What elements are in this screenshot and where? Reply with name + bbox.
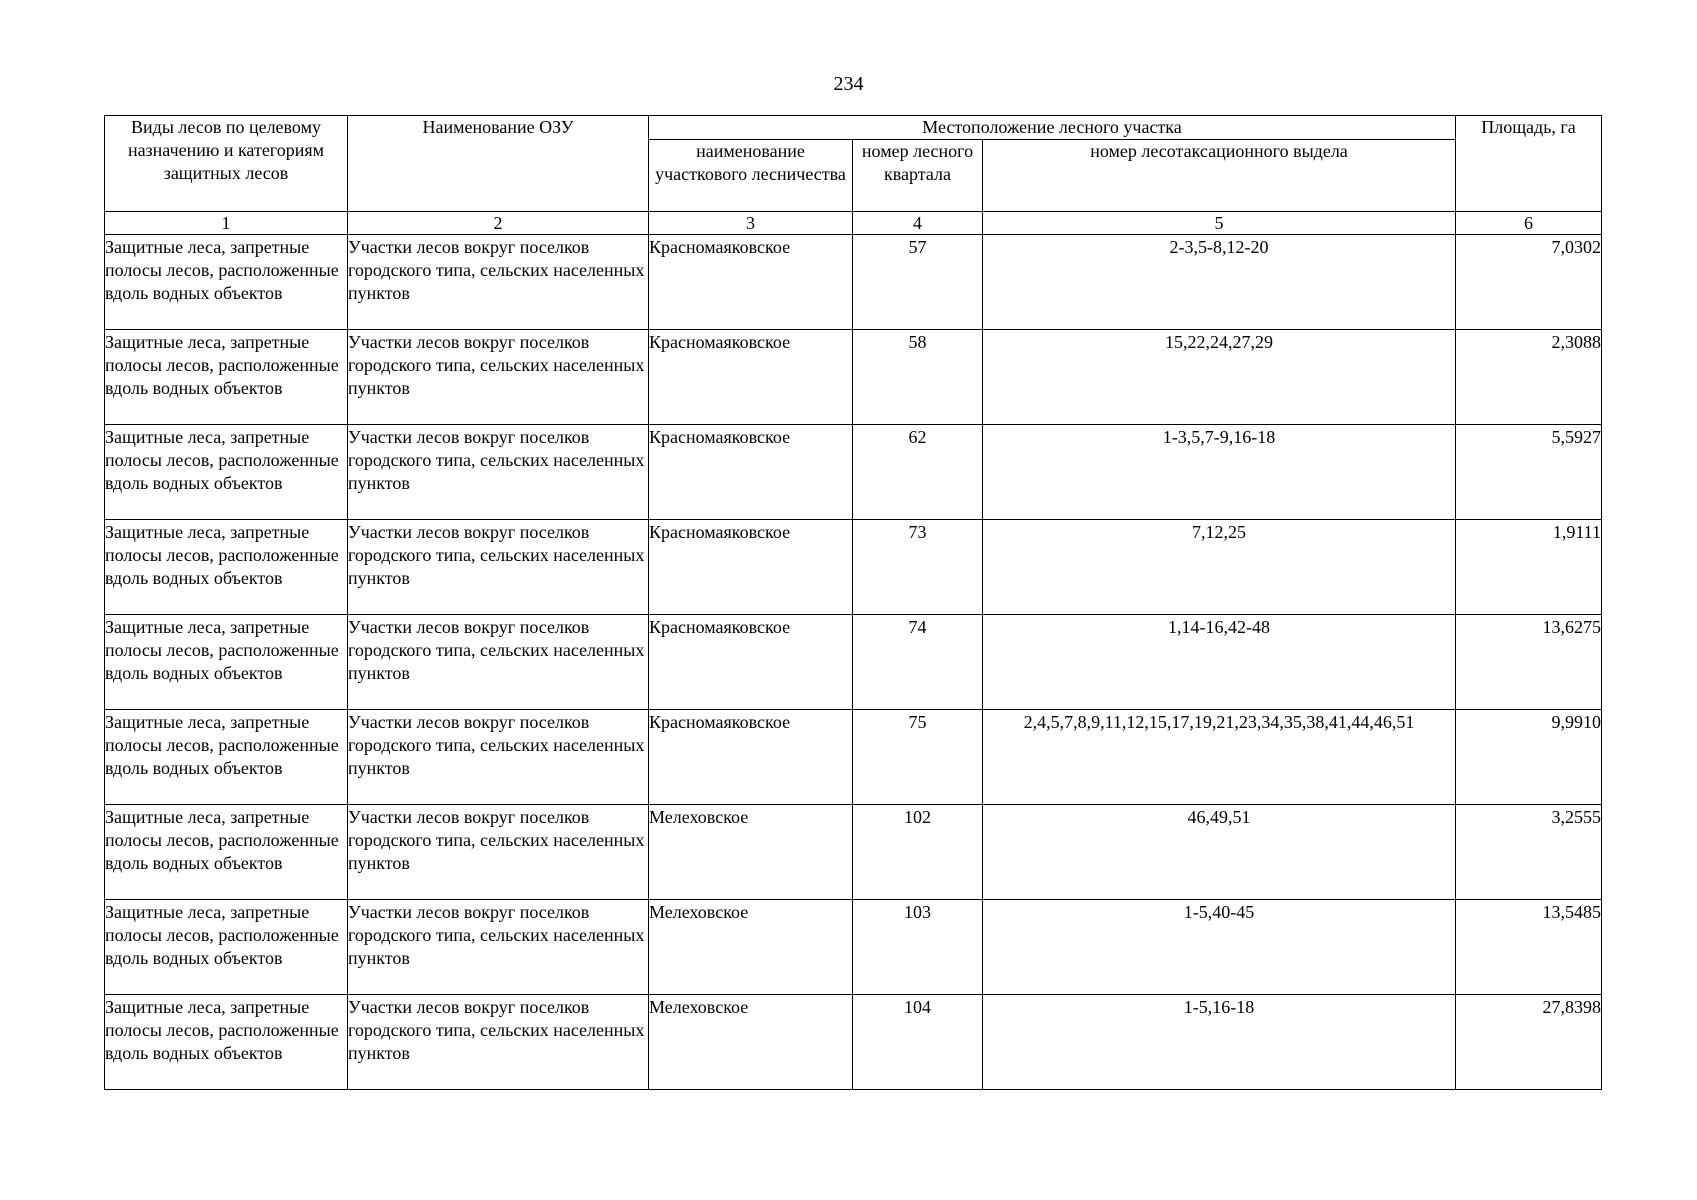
column-number: 3: [649, 212, 853, 235]
quarter-cell: 62: [853, 425, 983, 520]
area-cell: 5,5927: [1456, 425, 1602, 520]
area-cell: 13,6275: [1456, 615, 1602, 710]
forest-type-cell: Защитные леса, запретные полосы лесов, расположенные вдоль водных объектов: [105, 425, 348, 520]
forestry-cell: Мелеховское: [649, 995, 853, 1090]
table-row: [105, 805, 1602, 900]
forestry-cell: Красномаяковское: [649, 235, 853, 330]
table-body: [105, 235, 1602, 1090]
header-area: Площадь, га: [1456, 116, 1602, 212]
forestry-cell: Мелеховское: [649, 805, 853, 900]
ozu-name-cell: Участки лесов вокруг поселков городского типа, сельских населенных пунктов: [348, 425, 649, 520]
area-cell: 2,3088: [1456, 330, 1602, 425]
ozu-name-cell: Участки лесов вокруг поселков городского типа, сельских населенных пунктов: [348, 330, 649, 425]
column-number: 6: [1456, 212, 1602, 235]
forestry-cell: Красномаяковское: [649, 615, 853, 710]
quarter-cell: 103: [853, 900, 983, 995]
plots-cell: 7,12,25: [983, 520, 1456, 615]
plots-cell: 1-5,40-45: [983, 900, 1456, 995]
ozu-name-cell: Участки лесов вокруг поселков городского типа, сельских населенных пунктов: [348, 520, 649, 615]
ozu-name-cell: Участки лесов вокруг поселков городского типа, сельских населенных пунктов: [348, 615, 649, 710]
forest-type-cell: Защитные леса, запретные полосы лесов, расположенные вдоль водных объектов: [105, 995, 348, 1090]
forest-type-cell: Защитные леса, запретные полосы лесов, расположенные вдоль водных объектов: [105, 805, 348, 900]
forest-type-cell: Защитные леса, запретные полосы лесов, расположенные вдоль водных объектов: [105, 710, 348, 805]
area-cell: 9,9910: [1456, 710, 1602, 805]
quarter-cell: 104: [853, 995, 983, 1090]
plots-cell: 46,49,51: [983, 805, 1456, 900]
table-row: [105, 425, 1602, 520]
area-cell: 3,2555: [1456, 805, 1602, 900]
table-row: [105, 710, 1602, 805]
area-cell: 1,9111: [1456, 520, 1602, 615]
forestry-cell: Красномаяковское: [649, 520, 853, 615]
plots-cell: 1-5,16-18: [983, 995, 1456, 1090]
forestry-cell: Мелеховское: [649, 900, 853, 995]
forestry-cell: Красномаяковское: [649, 330, 853, 425]
table-row: [105, 900, 1602, 995]
forest-type-cell: Защитные леса, запретные полосы лесов, расположенные вдоль водных объектов: [105, 330, 348, 425]
area-cell: 13,5485: [1456, 900, 1602, 995]
header-plot-number: номер лесотаксационного выдела: [983, 140, 1456, 212]
plots-cell: 1,14-16,42-48: [983, 615, 1456, 710]
table-row: [105, 330, 1602, 425]
table-row: [105, 235, 1602, 330]
table-row: [105, 995, 1602, 1090]
ozu-name-cell: Участки лесов вокруг поселков городского типа, сельских населенных пунктов: [348, 235, 649, 330]
header-forest-type: Виды лесов по целевому назначению и категориям защитных лесов: [105, 116, 348, 212]
ozu-name-cell: Участки лесов вокруг поселков городского типа, сельских населенных пунктов: [348, 900, 649, 995]
quarter-cell: 75: [853, 710, 983, 805]
forest-type-cell: Защитные леса, запретные полосы лесов, расположенные вдоль водных объектов: [105, 900, 348, 995]
column-number: 1: [105, 212, 348, 235]
plots-cell: 1-3,5,7-9,16-18: [983, 425, 1456, 520]
ozu-name-cell: Участки лесов вокруг поселков городского типа, сельских населенных пунктов: [348, 995, 649, 1090]
ozu-name-cell: Участки лесов вокруг поселков городского типа, сельских населенных пунктов: [348, 710, 649, 805]
header-forestry-name: наименование участкового лесничества: [649, 140, 853, 212]
table-row: [105, 615, 1602, 710]
table-row: [105, 520, 1602, 615]
forestry-cell: Красномаяковское: [649, 425, 853, 520]
forest-type-cell: Защитные леса, запретные полосы лесов, расположенные вдоль водных объектов: [105, 235, 348, 330]
forestry-cell: Красномаяковское: [649, 710, 853, 805]
column-number: 5: [983, 212, 1456, 235]
area-cell: 27,8398: [1456, 995, 1602, 1090]
plots-cell: 15,22,24,27,29: [983, 330, 1456, 425]
column-number: 4: [853, 212, 983, 235]
header-quarter-number: номер лесного квартала: [853, 140, 983, 212]
header-location-group: Местоположение лесного участка: [649, 116, 1456, 140]
forest-type-cell: Защитные леса, запретные полосы лесов, расположенные вдоль водных объектов: [105, 615, 348, 710]
header-ozu-name: Наименование ОЗУ: [348, 116, 649, 212]
plots-cell: 2,4,5,7,8,9,11,12,15,17,19,21,23,34,35,38,41,44,46,51: [983, 710, 1456, 805]
quarter-cell: 73: [853, 520, 983, 615]
forest-type-cell: Защитные леса, запретные полосы лесов, расположенные вдоль водных объектов: [105, 520, 348, 615]
quarter-cell: 58: [853, 330, 983, 425]
forest-plots-table: [104, 115, 1602, 1090]
plots-cell: 2-3,5-8,12-20: [983, 235, 1456, 330]
quarter-cell: 57: [853, 235, 983, 330]
quarter-cell: 74: [853, 615, 983, 710]
quarter-cell: 102: [853, 805, 983, 900]
column-number: 2: [348, 212, 649, 235]
page-number: 234: [833, 73, 864, 95]
area-cell: 7,0302: [1456, 235, 1602, 330]
ozu-name-cell: Участки лесов вокруг поселков городского типа, сельских населенных пунктов: [348, 805, 649, 900]
